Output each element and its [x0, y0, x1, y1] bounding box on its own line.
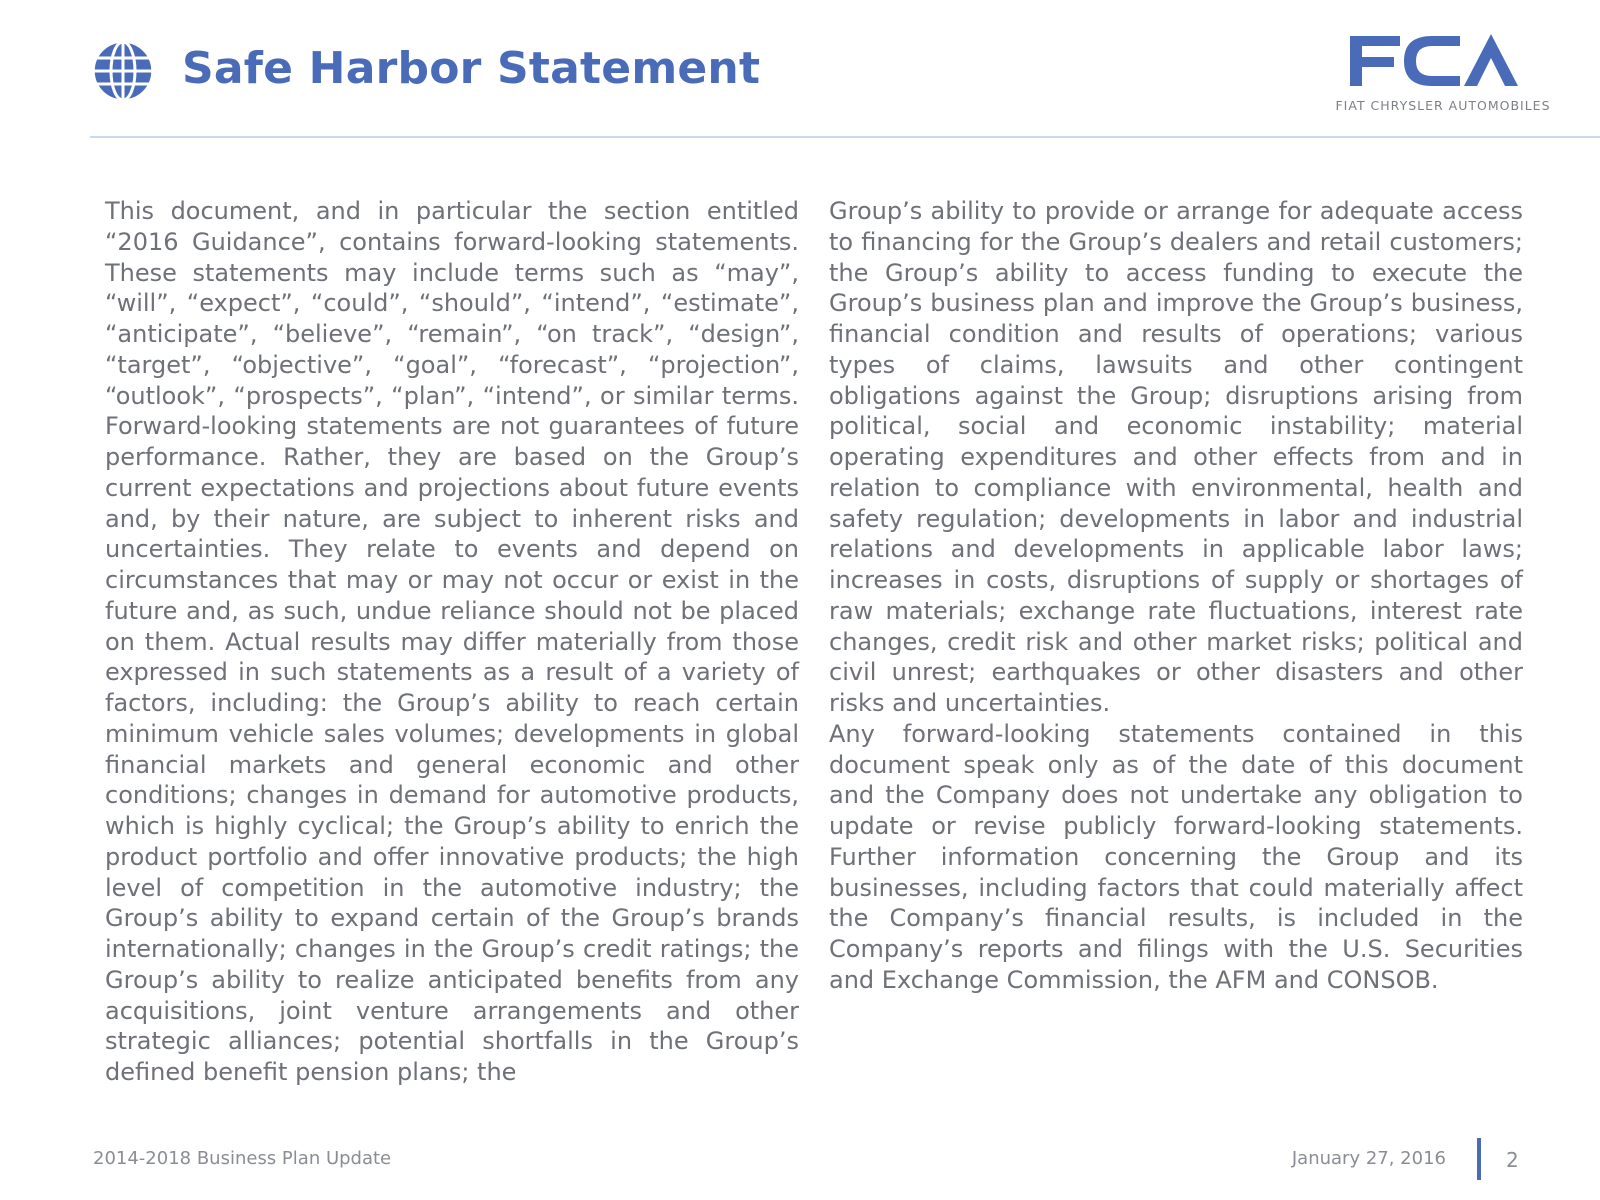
- fca-logo: [1318, 30, 1568, 118]
- slide-header: [0, 0, 1600, 140]
- footer-deck-title: 2014-2018 Business Plan Update: [93, 1148, 392, 1169]
- page-number: 2: [1506, 1148, 1519, 1172]
- fca-logo-mark: [1348, 30, 1520, 88]
- page-title: Safe Harbor Statement: [182, 43, 761, 94]
- footer-divider: [1477, 1138, 1481, 1180]
- footer-date: January 27, 2016: [1291, 1148, 1446, 1169]
- globe-icon: [92, 40, 154, 102]
- disclaimer-paragraph-3: Any forward-looking statements contained in this document speak only as of the date of this document and the Company does not undertake any obligation to update or revise publicly forward-looking statements. Further information concerning the Group and its businesses, including factors that could materially affect the Company’s financial results, is included in the Company’s reports and filings with the U.S. Securities and Exchange Commission, the AFM and CONSOB.: [829, 719, 1523, 994]
- right-column: [829, 196, 1523, 996]
- left-column: [105, 196, 799, 1088]
- fca-logo-subtitle: FIAT CHRYSLER AUTOMOBILES: [1335, 98, 1551, 113]
- disclaimer-paragraph-1: This document, and in particular the section entitled “2016 Guidance”, contains forward-looking statements. These statements may include terms such as “may”, “will”, “expect”, “could”, “should”, “intend”, “estimate”, “anticipate”, “believe”, “remain”, “on track”, “design”, “target”, “objective”, “goal”, “forecast”, “projection”, “outlook”, “prospects”, “plan”, “intend”, or similar terms. Forward-looking statements are not guarantees of future performance. Rather, they are based on the Group’s current expectations and projections about future events and, by their nature, are subject to inherent risks and uncertainties. They relate to events and depend on circumstances that may or may not occur or exist in the future and, as such, undue reliance should not be placed on them. Actual results may differ materially from those expressed in such statements as a result of a variety of factors, including: the Group’s ability to reach certain minimum vehicle sales volumes; developments in global financial markets and general economic and other conditions; changes in demand for automotive products, which is highly cyclical; the Group’s ability to enrich the product portfolio and offer innovative products; the high level of competition in the automotive industry; the Group’s ability to expand certain of the Group’s brands internationally; changes in the Group’s credit ratings; the Group’s ability to realize anticipated benefits from any acquisitions, joint venture arrangements and other strategic alliances; potential shortfalls in the Group’s defined benefit pension plans; the: [105, 197, 799, 1086]
- disclaimer-paragraph-2: Group’s ability to provide or arrange for adequate access to financing for the Group’s dealers and retail customers; the Group’s ability to access funding to execute the Group’s business plan and improve the Group’s business, financial condition and results of operations; various types of claims, lawsuits and other contingent obligations against the Group; disruptions arising from political, social and economic instability; material operating expenditures and other effects from and in relation to compliance with environmental, health and safety regulation; developments in labor and industrial relations and developments in applicable labor laws; increases in costs, disruptions of supply or shortages of raw materials; exchange rate fluctuations, interest rate changes, credit risk and other market risks; political and civil unrest; earthquakes or other disasters and other risks and uncertainties.: [829, 197, 1523, 717]
- header-divider: [90, 136, 1600, 138]
